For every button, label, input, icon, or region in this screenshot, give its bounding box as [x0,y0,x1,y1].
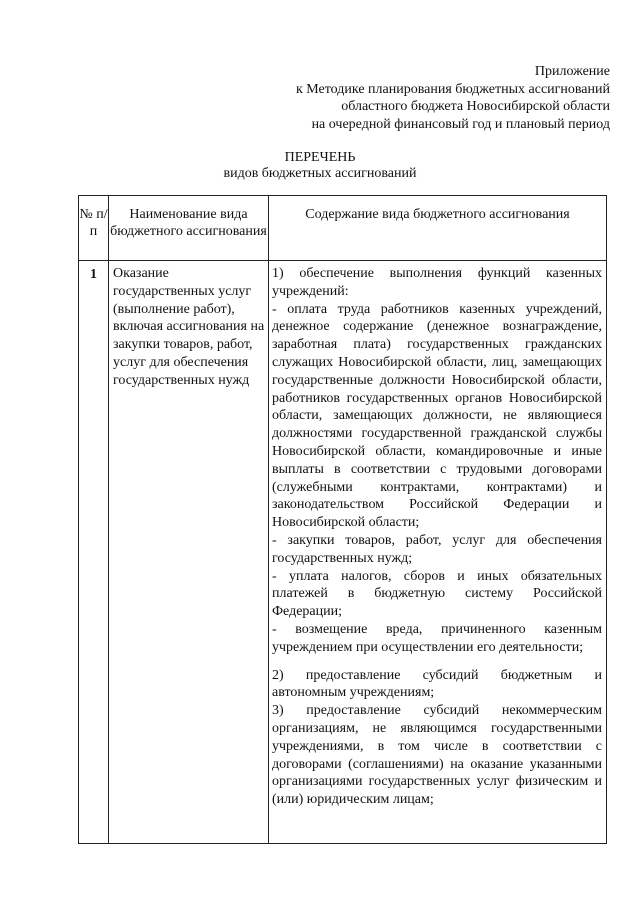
appendix-line: областного бюджета Новосибирской области [341,99,610,114]
appendix-line: Приложение [534,64,610,79]
appendix-line: к Методике планирования бюджетных ассигнований [295,81,610,97]
document-title: ПЕРЕЧЕНЬ [284,150,356,165]
content-item: 1) обеспечение выполнения функций казенных учреждений: [272,266,602,299]
table-row [79,261,607,844]
content-item: 2) предоставление субсидий бюджетным и автономным учреждениям; [272,667,602,701]
content-item: - закупки товаров, работ, услуг для обеспечения государственных нужд; [272,532,602,566]
row-name: Оказание государственных услуг (выполнение работ), включая ассигнования на закупки товаров, работ, услуг для обеспечения государственных нужд [109,261,269,844]
row-number: 1 [79,261,109,844]
row-content [269,261,607,844]
appendix-line: на очередной финансовый год и плановый период [311,116,610,132]
assignments-table [78,195,607,844]
header-cell-num: № п/п [79,196,109,261]
header-cell-content: Содержание вида бюджетного ассигнования [269,196,607,261]
document-subtitle: видов бюджетных ассигнований [223,166,417,181]
content-item: - уплата налогов, сборов и иных обязательных платежей в бюджетную систему Российской Федерации; [272,568,602,620]
table-header-row [79,196,607,261]
content-item: 3) предоставление субсидий некоммерческим организациям, не являющимся государственными учреждениями, в том числе в соответствии с договорами (соглашениями) на оказание указанными организациями государственных услуг физическим и (или) юридическим лицам; [272,703,602,808]
appendix-header [190,63,610,133]
content-item: - возмещение вреда, причиненного казенным учреждением при осуществлении его деятельности; [272,621,602,655]
content-item: - оплата труда работников казенных учреждений, денежное содержание (денежное вознаграждение, заработная плата) государственных гражданских служащих Новосибирской области, лиц, замещающих государственные должности Новосибирской области, работников государственных органов Новосибирской области, замещающих должности, не являющиеся должностями государственной гражданской службы Новосибирской области, командировочные и иные выплаты в соответствии с трудовыми договорами (служебными контрактами, контрактами) и законодательством Российской Федерации и Новосибирской области; [272,301,602,531]
header-cell-name: Наименование вида бюджетного ассигнования [109,196,269,261]
